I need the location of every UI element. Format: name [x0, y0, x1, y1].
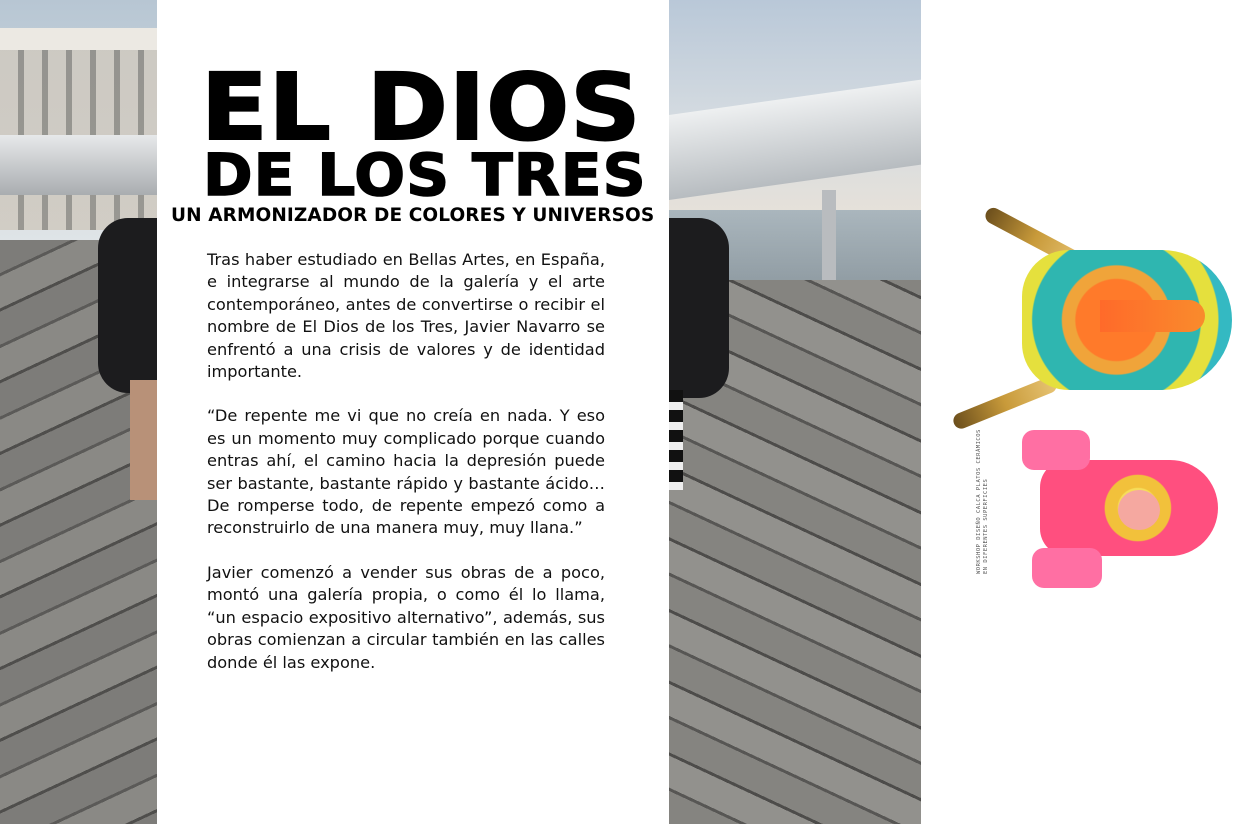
- article-title-line1: EL DIOS: [201, 54, 642, 161]
- article-body: [207, 249, 605, 696]
- article-subtitle: UN ARMONIZADOR DE COLORES Y UNIVERSOS: [171, 205, 655, 226]
- paragraph: Tras haber estudiado en Bellas Artes, en España, e integrarse al mundo de la galería y el arte contemporáneo, antes de convertirse o recibir el nombre de El Dios de los Tres, Javier Navarro se enfrentó a una crisis de valores y de identidad importante.: [207, 250, 605, 382]
- pink-dog-figure: [1022, 430, 1090, 470]
- paragraph: “De repente me vi que no creía en nada. Y eso es un momento muy complicado porque cuando entras ahí, el camino hacia la depresión puede ser bastante, bastante rápido y bastante ácido… De romperse todo, de repente empezó como a reconstruirlo de una manera muy, muy llana.”: [207, 406, 605, 538]
- caption-line2: EN DIFERENTES SUPERFICIES: [983, 478, 989, 574]
- article-title-line2: DE LOS TRES: [203, 141, 647, 209]
- person-ankle-left: [130, 380, 160, 500]
- caption-line1: WORKSHOP DISEÑO CALCA PLATOS CERÁMICOS: [976, 429, 982, 574]
- railing-post: [822, 190, 836, 285]
- sun-face: [1118, 490, 1160, 530]
- horn-bottom: [951, 375, 1059, 431]
- person-leg-left: [98, 218, 160, 393]
- article-panel: [157, 0, 669, 824]
- building-roof: [0, 28, 160, 50]
- building: [0, 30, 160, 230]
- artwork-caption: [976, 429, 994, 574]
- railing-left: [0, 135, 160, 195]
- pink-dog-figure: [1032, 548, 1102, 588]
- person-sock-right: [669, 390, 683, 490]
- person-leg-right: [669, 218, 729, 398]
- ganesha-trunk: [1100, 300, 1205, 332]
- paragraph: Javier comenzó a vender sus obras de a poco, montó una galería propia, o como él lo llama, “un espacio expositivo alternativo”, además, sus obras comienzan a circular también en las calles donde él las expone.: [207, 562, 605, 672]
